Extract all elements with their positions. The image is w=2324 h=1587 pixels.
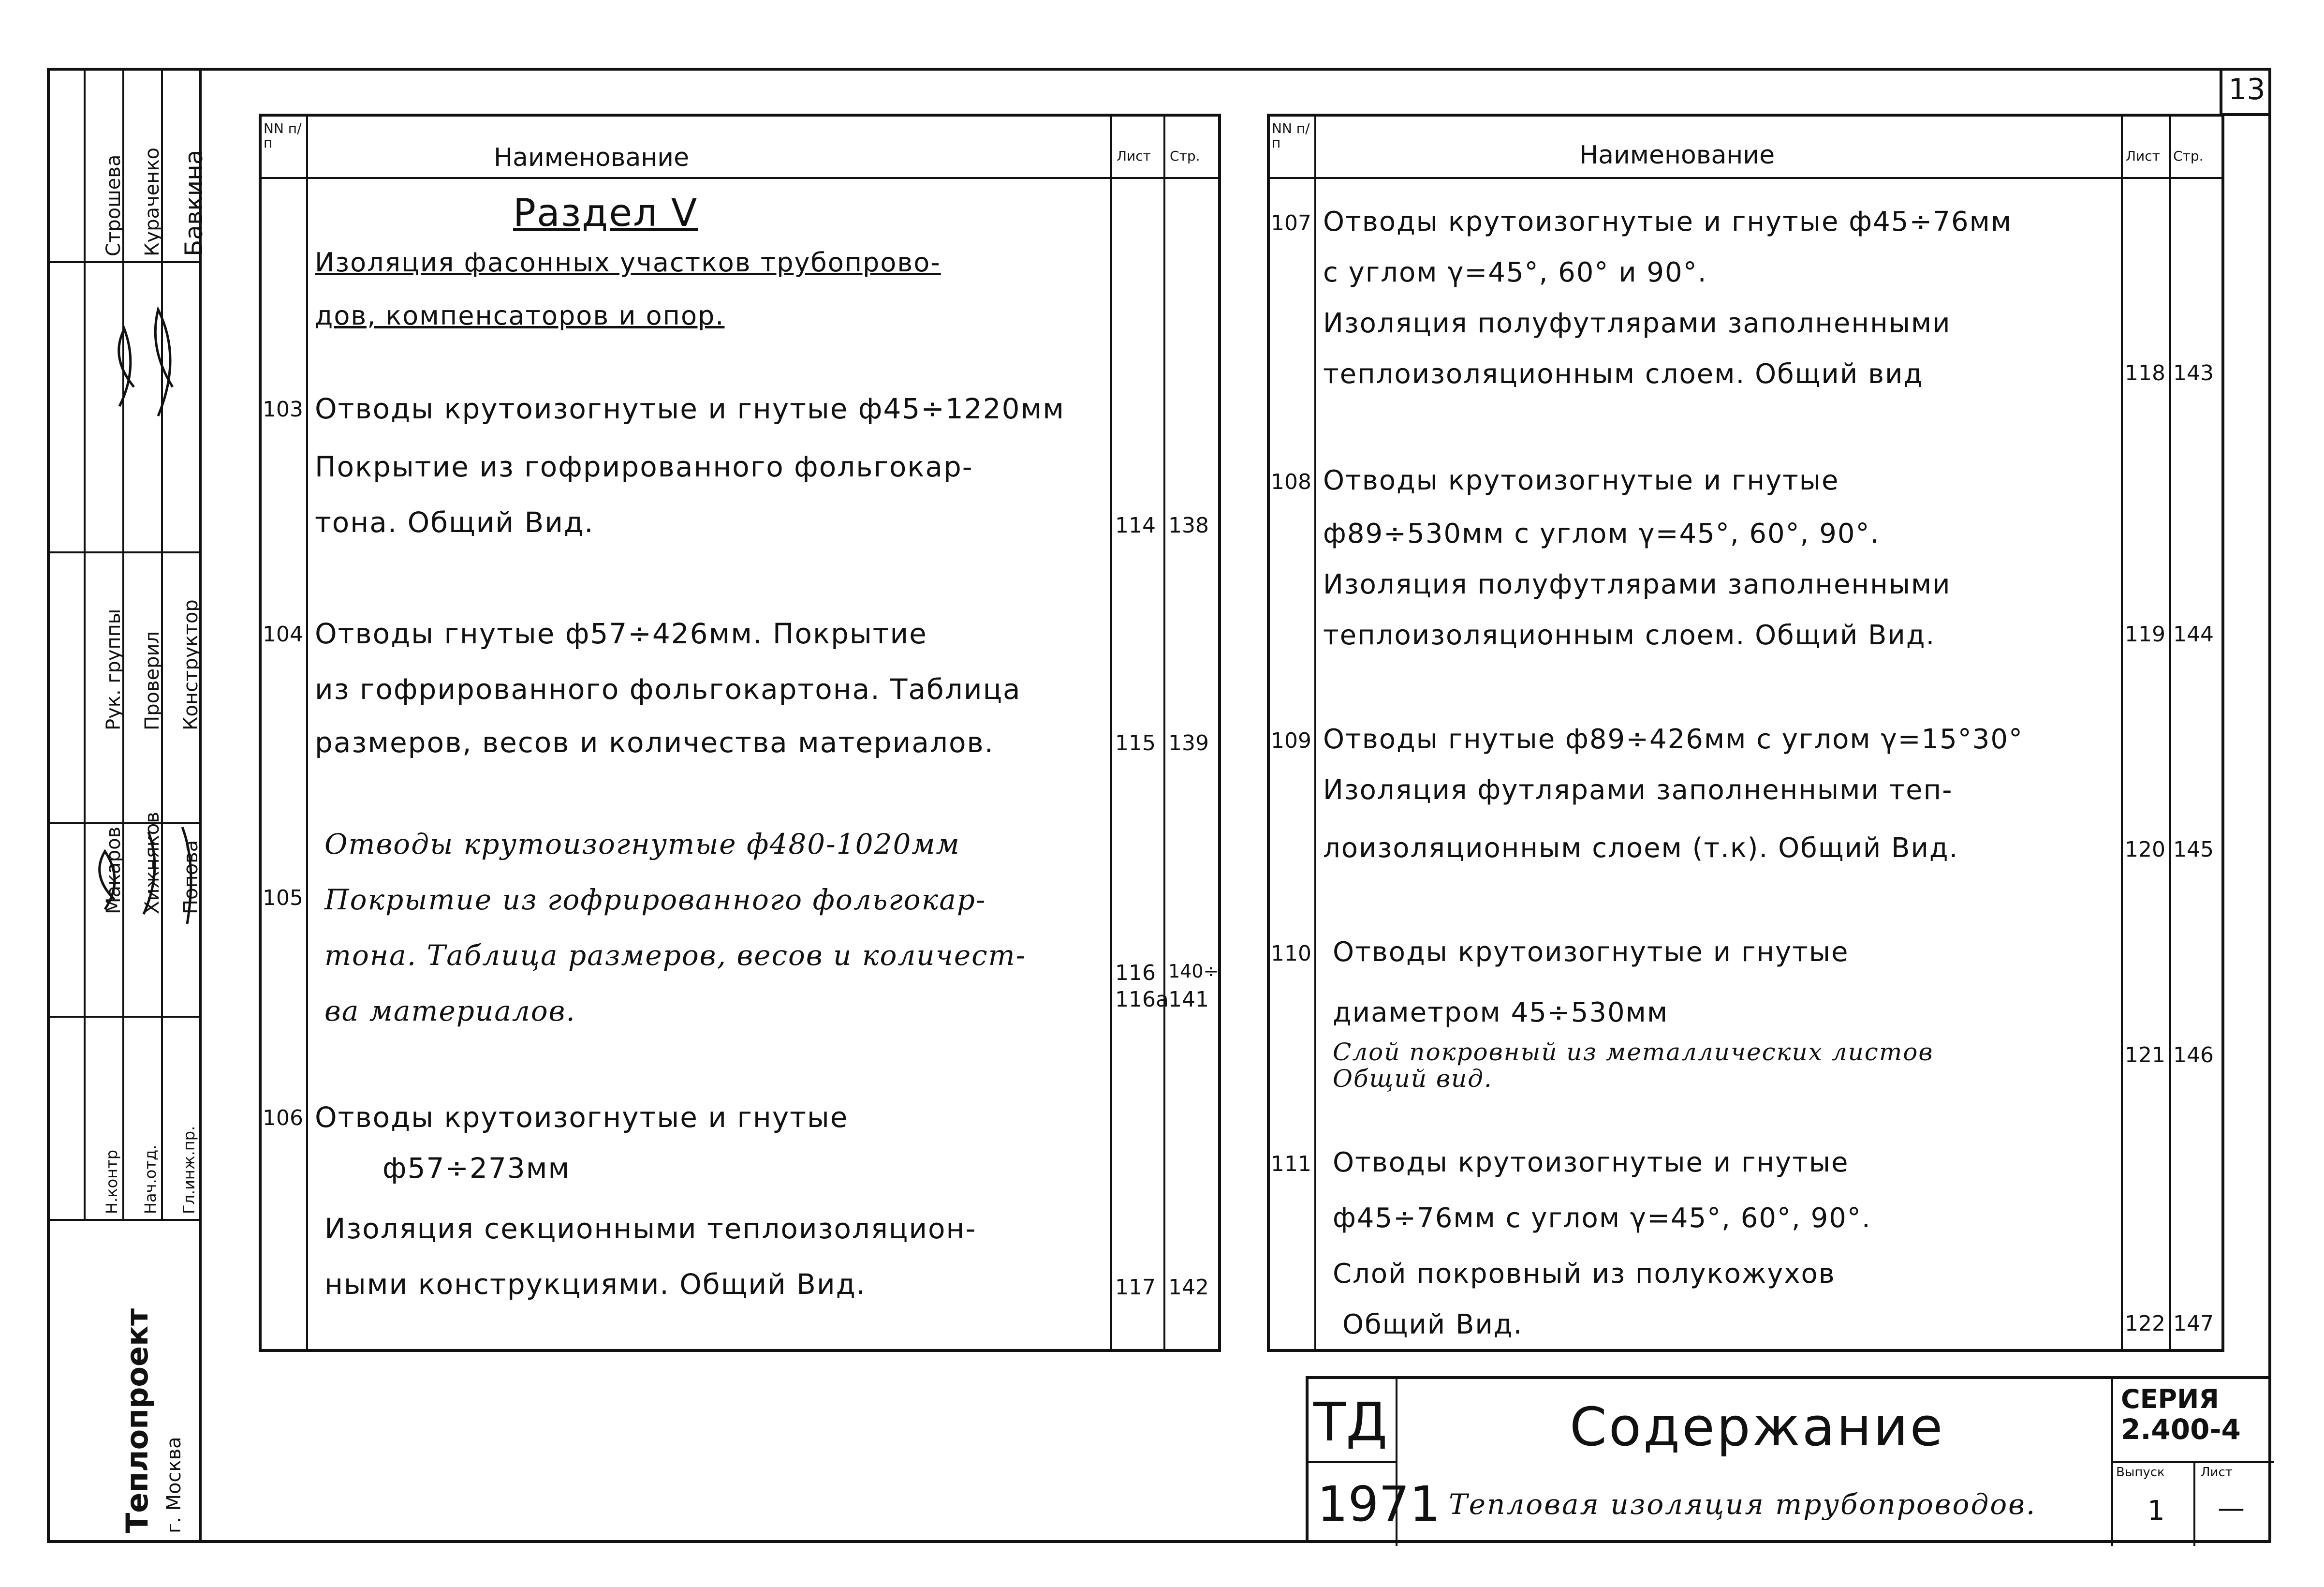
right-header-name: Наименование xyxy=(1579,141,1775,170)
row-line: Изоляция полуфутлярами заполненными xyxy=(1323,308,1951,339)
stamp-role-2: Проверил xyxy=(141,631,163,730)
sheet-value: — xyxy=(2218,1493,2245,1524)
row-number: 107 xyxy=(1271,211,1311,236)
row-line: Покрытие из гофрированного фольгокар- xyxy=(315,450,973,483)
row-page: 139 xyxy=(1168,731,1209,756)
stamp-role-1: Рук. группы xyxy=(103,608,125,730)
stamp-person-2: Хижняков xyxy=(141,812,163,914)
row-line: Отводы гнутые ф89÷426мм с углом γ=15°30° xyxy=(1323,724,2024,755)
left-header-nn: NN п/п xyxy=(264,120,302,151)
row-sheet: 121 xyxy=(2125,1043,2165,1068)
row-line: Изоляция футлярами заполненными теп- xyxy=(1323,774,1953,806)
row-line: Общий вид. xyxy=(1333,1065,1493,1093)
row-number: 110 xyxy=(1271,941,1311,966)
right-header-nn: NN п/п xyxy=(1272,120,1310,151)
row-line: из гофрированного фольгокартона. Таблица xyxy=(315,673,1021,706)
row-page: 145 xyxy=(2173,837,2214,862)
row-line: Общий Вид. xyxy=(1342,1309,1523,1340)
issue-value: 1 xyxy=(2147,1495,2165,1527)
row-line: с углом γ=45°, 60° и 90°. xyxy=(1323,257,1707,288)
row-sheet: 117 xyxy=(1115,1275,1156,1300)
row-sheet: 115 xyxy=(1115,731,1156,756)
stamp-title-3: Гл.инж.пр. xyxy=(180,1126,198,1214)
row-line: диаметром 45÷530мм xyxy=(1333,997,1669,1028)
row-number: 111 xyxy=(1271,1152,1311,1176)
stamp-title-2: Нач.отд. xyxy=(141,1144,160,1214)
left-contents-table xyxy=(259,114,1221,1352)
row-line: Слой покровный из полукожухов xyxy=(1333,1258,1836,1290)
row-page: 142 xyxy=(1168,1275,1209,1300)
page-number-box xyxy=(2220,68,2271,116)
row-line: лоизоляционным слоем (т.к). Общий Вид. xyxy=(1323,832,1959,864)
series-value: 2.400-4 xyxy=(2121,1413,2241,1446)
row-line: Слой покровный из металлических листов xyxy=(1333,1038,1934,1066)
row-sheet: 114 xyxy=(1115,513,1156,538)
left-header-page: Стр. xyxy=(1170,148,1200,164)
document-subtitle: Тепловая изоляция трубопроводов. xyxy=(1449,1488,2037,1521)
row-line: Отводы крутоизогнутые и гнутые ф45÷1220мм xyxy=(315,392,1065,425)
issue-label: Выпуск xyxy=(2116,1465,2165,1480)
row-line: Отводы гнутые ф57÷426мм. Покрытие xyxy=(315,617,927,650)
row-page: 143 xyxy=(2173,361,2214,386)
row-page: 146 xyxy=(2173,1043,2214,1068)
row-page: 140÷ xyxy=(1168,961,1219,982)
stamp-name-1: Строшева xyxy=(103,154,125,256)
row-number: 108 xyxy=(1271,470,1311,494)
row-page: 144 xyxy=(2173,622,2214,647)
row-page: 138 xyxy=(1168,513,1209,538)
row-line: Отводы крутоизогнутые и гнутые xyxy=(1333,936,1849,968)
row-sheet: 116 xyxy=(1115,961,1156,985)
right-contents-table xyxy=(1267,114,2224,1352)
row-number: 103 xyxy=(263,397,303,422)
row-number: 104 xyxy=(263,622,303,647)
row-line: Отводы крутоизогнутые и гнутые xyxy=(1333,1147,1849,1178)
stamp-person-1: Макаров xyxy=(103,826,125,914)
row-line: Отводы крутоизогнутые и гнутые ф45÷76мм xyxy=(1323,206,2013,237)
row-number: 106 xyxy=(263,1106,303,1130)
row-sheet-2: 116а xyxy=(1115,987,1169,1012)
row-line: ф89÷530мм с углом γ=45°, 60°, 90°. xyxy=(1323,518,1880,549)
left-header-name: Наименование xyxy=(494,143,690,172)
row-line: ва материалов. xyxy=(324,994,576,1027)
section-subtitle-1: Изоляция фасонных участков трубопрово- xyxy=(315,247,941,278)
row-page: 147 xyxy=(2173,1311,2214,1336)
signature-scribbles xyxy=(47,261,202,1219)
right-header-sheet: Лист xyxy=(2126,148,2160,164)
section-title: Раздел V xyxy=(513,192,698,235)
row-line: ф45÷76мм с углом γ=45°, 60°, 90°. xyxy=(1333,1202,1871,1234)
stamp-name-3: Бавкина xyxy=(180,149,208,256)
signature-stamp-sidebar xyxy=(47,68,208,1543)
stamp-role-3: Конструктор xyxy=(180,599,202,730)
row-page-2: 141 xyxy=(1168,987,1209,1012)
left-header-sheet: Лист xyxy=(1117,148,1151,164)
row-line: Отводы крутоизогнутые ф480-1020мм xyxy=(324,828,960,860)
row-line: ными конструкциями. Общий Вид. xyxy=(324,1268,867,1301)
row-line: теплоизоляционным слоем. Общий вид xyxy=(1323,358,1924,390)
row-line: тона. Общий Вид. xyxy=(315,506,594,539)
row-sheet: 119 xyxy=(2125,622,2165,647)
row-line: ф57÷273мм xyxy=(382,1152,571,1185)
row-line: Изоляция полуфутлярами заполненными xyxy=(1323,569,1951,600)
right-header-page: Стр. xyxy=(2173,148,2204,164)
stamp-title-1: Н.контр xyxy=(103,1149,121,1214)
series-label: СЕРИЯ xyxy=(2121,1384,2219,1414)
page-number: 13 xyxy=(2228,73,2265,106)
row-line: Отводы крутоизогнутые и гнутые xyxy=(315,1101,849,1134)
sheet-label: Лист xyxy=(2201,1465,2233,1480)
stamp-name-2: Кураченко xyxy=(141,148,163,256)
row-number: 105 xyxy=(263,886,303,910)
document-title: Содержание xyxy=(1570,1396,1945,1458)
row-line: размеров, весов и количества материалов. xyxy=(315,726,995,759)
row-line: тона. Таблица размеров, весов и количест- xyxy=(324,939,1027,972)
title-code: ТД xyxy=(1313,1391,1388,1453)
row-line: Покрытие из гофрированного фольгокар- xyxy=(324,883,986,916)
row-line: теплоизоляционным слоем. Общий Вид. xyxy=(1323,620,1936,651)
section-subtitle-2: дов, компенсаторов и опор. xyxy=(315,300,725,331)
row-sheet: 118 xyxy=(2125,361,2165,386)
row-line: Отводы крутоизогнутые и гнутые xyxy=(1323,465,1839,496)
title-block xyxy=(1306,1376,2271,1543)
row-line: Изоляция секционными теплоизоляцион- xyxy=(324,1212,977,1245)
row-number: 109 xyxy=(1271,728,1311,753)
row-sheet: 120 xyxy=(2125,837,2165,862)
row-sheet: 122 xyxy=(2125,1311,2165,1336)
stamp-city: г. Москва xyxy=(163,1437,185,1533)
stamp-person-3: Попова xyxy=(180,840,202,914)
title-year: 1971 xyxy=(1317,1476,1441,1532)
stamp-org: Теплопроект xyxy=(119,1308,155,1533)
